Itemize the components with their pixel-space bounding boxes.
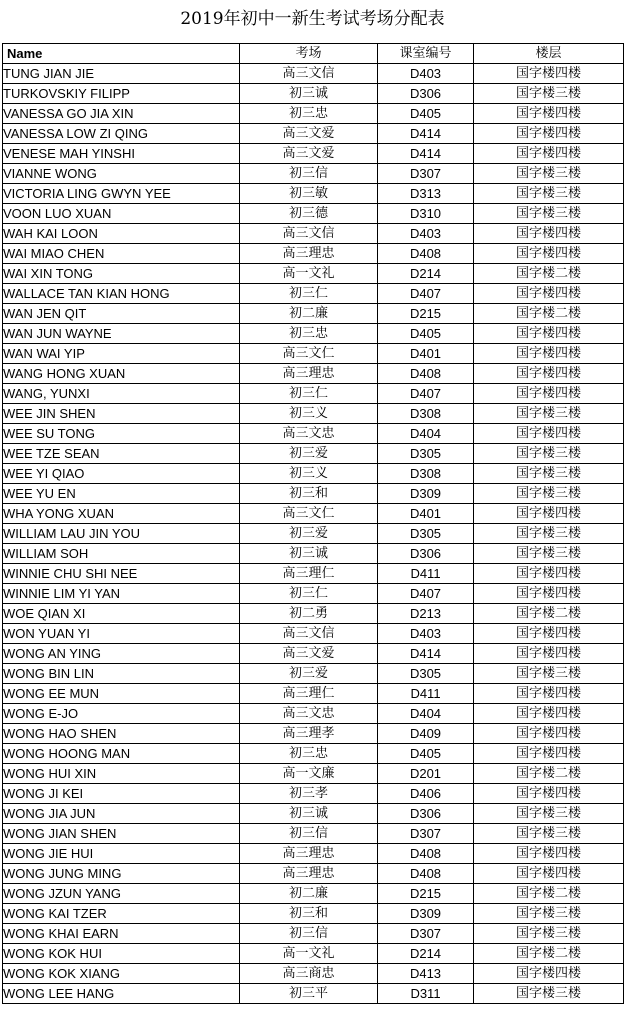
table-row xyxy=(3,504,624,524)
cell-room: D404 xyxy=(378,424,474,444)
table-row xyxy=(3,524,624,544)
cell-venue: 初三忠 xyxy=(240,744,378,764)
cell-name: VOON LUO XUAN xyxy=(3,204,240,224)
cell-floor: 国字楼四楼 xyxy=(474,244,624,264)
table-row xyxy=(3,864,624,884)
column-header-name: Name xyxy=(3,44,240,64)
table-row xyxy=(3,944,624,964)
cell-name: WONG HAO SHEN xyxy=(3,724,240,744)
table-row xyxy=(3,924,624,944)
cell-floor: 国字楼二楼 xyxy=(474,884,624,904)
table-row xyxy=(3,784,624,804)
cell-floor: 国字楼四楼 xyxy=(474,584,624,604)
cell-room: D408 xyxy=(378,844,474,864)
cell-room: D405 xyxy=(378,744,474,764)
cell-name: VENESE MAH YINSHI xyxy=(3,144,240,164)
cell-name: WONG JIAN SHEN xyxy=(3,824,240,844)
table-row xyxy=(3,884,624,904)
cell-name: WON YUAN YI xyxy=(3,624,240,644)
cell-name: WHA YONG XUAN xyxy=(3,504,240,524)
table-row xyxy=(3,264,624,284)
cell-room: D306 xyxy=(378,804,474,824)
cell-name: WEE TZE SEAN xyxy=(3,444,240,464)
cell-venue: 高一文礼 xyxy=(240,944,378,964)
cell-floor: 国字楼四楼 xyxy=(474,424,624,444)
cell-name: VIANNE WONG xyxy=(3,164,240,184)
table-body xyxy=(3,64,624,1004)
cell-floor: 国字楼四楼 xyxy=(474,704,624,724)
table-row xyxy=(3,204,624,224)
table-row xyxy=(3,184,624,204)
cell-floor: 国字楼四楼 xyxy=(474,744,624,764)
cell-room: D411 xyxy=(378,564,474,584)
cell-venue: 初三和 xyxy=(240,484,378,504)
cell-venue: 高三理忠 xyxy=(240,844,378,864)
cell-name: WONG KOK HUI xyxy=(3,944,240,964)
cell-floor: 国字楼三楼 xyxy=(474,544,624,564)
cell-floor: 国字楼三楼 xyxy=(474,404,624,424)
cell-name: WAN WAI YIP xyxy=(3,344,240,364)
cell-name: VANESSA LOW ZI QING xyxy=(3,124,240,144)
cell-floor: 国字楼四楼 xyxy=(474,324,624,344)
table-row xyxy=(3,604,624,624)
cell-name: WINNIE LIM YI YAN xyxy=(3,584,240,604)
cell-room: D413 xyxy=(378,964,474,984)
table-row xyxy=(3,804,624,824)
table-row xyxy=(3,644,624,664)
column-header-floor: 楼层 xyxy=(474,44,624,64)
cell-venue: 初三仁 xyxy=(240,584,378,604)
cell-venue: 高三文信 xyxy=(240,624,378,644)
cell-name: WILLIAM SOH xyxy=(3,544,240,564)
table-row xyxy=(3,484,624,504)
cell-venue: 初三孝 xyxy=(240,784,378,804)
cell-venue: 初三义 xyxy=(240,464,378,484)
cell-name: WONG JUNG MING xyxy=(3,864,240,884)
cell-venue: 高三理忠 xyxy=(240,244,378,264)
cell-room: D215 xyxy=(378,304,474,324)
cell-floor: 国字楼二楼 xyxy=(474,264,624,284)
cell-name: WAN JEN QIT xyxy=(3,304,240,324)
column-header-room: 课室编号 xyxy=(378,44,474,64)
cell-floor: 国字楼三楼 xyxy=(474,984,624,1004)
table-row xyxy=(3,704,624,724)
cell-venue: 高一文礼 xyxy=(240,264,378,284)
cell-venue: 初三仁 xyxy=(240,384,378,404)
cell-venue: 高三文爱 xyxy=(240,144,378,164)
cell-floor: 国字楼二楼 xyxy=(474,604,624,624)
cell-room: D401 xyxy=(378,344,474,364)
cell-floor: 国字楼四楼 xyxy=(474,864,624,884)
table-row xyxy=(3,124,624,144)
header-row xyxy=(3,44,624,64)
cell-venue: 初三信 xyxy=(240,164,378,184)
table-row xyxy=(3,624,624,644)
cell-venue: 高三文忠 xyxy=(240,704,378,724)
cell-room: D401 xyxy=(378,504,474,524)
cell-room: D214 xyxy=(378,264,474,284)
cell-floor: 国字楼三楼 xyxy=(474,664,624,684)
cell-floor: 国字楼四楼 xyxy=(474,284,624,304)
cell-venue: 高三理孝 xyxy=(240,724,378,744)
table-row xyxy=(3,964,624,984)
cell-venue: 初二勇 xyxy=(240,604,378,624)
cell-name: WINNIE CHU SHI NEE xyxy=(3,564,240,584)
table-row xyxy=(3,984,624,1004)
cell-floor: 国字楼四楼 xyxy=(474,384,624,404)
cell-name: WAN JUN WAYNE xyxy=(3,324,240,344)
table-row xyxy=(3,684,624,704)
cell-floor: 国字楼四楼 xyxy=(474,344,624,364)
table-row xyxy=(3,764,624,784)
cell-room: D305 xyxy=(378,664,474,684)
table-row xyxy=(3,724,624,744)
table-row xyxy=(3,64,624,84)
table-row xyxy=(3,324,624,344)
cell-name: WONG LEE HANG xyxy=(3,984,240,1004)
cell-room: D307 xyxy=(378,824,474,844)
cell-name: WONG HOONG MAN xyxy=(3,744,240,764)
cell-room: D310 xyxy=(378,204,474,224)
cell-room: D407 xyxy=(378,384,474,404)
table-row xyxy=(3,664,624,684)
cell-venue: 初三平 xyxy=(240,984,378,1004)
cell-name: WALLACE TAN KIAN HONG xyxy=(3,284,240,304)
cell-floor: 国字楼三楼 xyxy=(474,924,624,944)
cell-floor: 国字楼三楼 xyxy=(474,904,624,924)
cell-name: WONG JI KEI xyxy=(3,784,240,804)
cell-floor: 国字楼三楼 xyxy=(474,204,624,224)
cell-floor: 国字楼二楼 xyxy=(474,944,624,964)
cell-room: D414 xyxy=(378,124,474,144)
cell-floor: 国字楼四楼 xyxy=(474,564,624,584)
cell-floor: 国字楼四楼 xyxy=(474,64,624,84)
cell-floor: 国字楼三楼 xyxy=(474,184,624,204)
cell-room: D305 xyxy=(378,524,474,544)
table-row xyxy=(3,444,624,464)
cell-name: WAI MIAO CHEN xyxy=(3,244,240,264)
column-header-venue: 考场 xyxy=(240,44,378,64)
cell-name: WONG KAI TZER xyxy=(3,904,240,924)
cell-name: WONG AN YING xyxy=(3,644,240,664)
cell-venue: 高三理忠 xyxy=(240,364,378,384)
cell-venue: 高三文仁 xyxy=(240,504,378,524)
cell-room: D414 xyxy=(378,644,474,664)
cell-room: D409 xyxy=(378,724,474,744)
cell-venue: 初三仁 xyxy=(240,284,378,304)
cell-venue: 初三敏 xyxy=(240,184,378,204)
cell-name: WONG EE MUN xyxy=(3,684,240,704)
cell-floor: 国字楼四楼 xyxy=(474,104,624,124)
cell-name: TURKOVSKIY FILIPP xyxy=(3,84,240,104)
cell-floor: 国字楼四楼 xyxy=(474,144,624,164)
cell-floor: 国字楼四楼 xyxy=(474,504,624,524)
table-row xyxy=(3,104,624,124)
cell-room: D307 xyxy=(378,164,474,184)
table-row xyxy=(3,844,624,864)
table-row xyxy=(3,224,624,244)
page-title: 2019年初中一新生考试考场分配表 xyxy=(180,9,445,29)
cell-venue: 初三爱 xyxy=(240,444,378,464)
table-row xyxy=(3,424,624,444)
cell-name: WILLIAM LAU JIN YOU xyxy=(3,524,240,544)
cell-venue: 初二廉 xyxy=(240,884,378,904)
cell-room: D405 xyxy=(378,104,474,124)
cell-venue: 高三商忠 xyxy=(240,964,378,984)
cell-venue: 初二廉 xyxy=(240,304,378,324)
cell-venue: 初三诚 xyxy=(240,804,378,824)
table-row xyxy=(3,344,624,364)
cell-venue: 高三理仁 xyxy=(240,684,378,704)
cell-room: D403 xyxy=(378,64,474,84)
cell-room: D408 xyxy=(378,864,474,884)
cell-name: WONG KOK XIANG xyxy=(3,964,240,984)
cell-floor: 国字楼四楼 xyxy=(474,684,624,704)
cell-room: D309 xyxy=(378,484,474,504)
cell-floor: 国字楼二楼 xyxy=(474,304,624,324)
cell-name: WONG KHAI EARN xyxy=(3,924,240,944)
table-row xyxy=(3,464,624,484)
cell-room: D214 xyxy=(378,944,474,964)
cell-venue: 高三文信 xyxy=(240,224,378,244)
cell-floor: 国字楼四楼 xyxy=(474,644,624,664)
table-row xyxy=(3,824,624,844)
table-row xyxy=(3,404,624,424)
cell-venue: 初三德 xyxy=(240,204,378,224)
cell-name: WONG BIN LIN xyxy=(3,664,240,684)
cell-room: D213 xyxy=(378,604,474,624)
cell-name: WANG HONG XUAN xyxy=(3,364,240,384)
cell-floor: 国字楼三楼 xyxy=(474,824,624,844)
cell-venue: 初三和 xyxy=(240,904,378,924)
cell-room: D201 xyxy=(378,764,474,784)
table-row xyxy=(3,364,624,384)
table-row xyxy=(3,144,624,164)
cell-venue: 高三文仁 xyxy=(240,344,378,364)
cell-room: D215 xyxy=(378,884,474,904)
table-row xyxy=(3,84,624,104)
cell-name: WONG E-JO xyxy=(3,704,240,724)
table-row xyxy=(3,164,624,184)
table-row xyxy=(3,544,624,564)
cell-room: D307 xyxy=(378,924,474,944)
cell-room: D309 xyxy=(378,904,474,924)
table-row xyxy=(3,284,624,304)
cell-floor: 国字楼三楼 xyxy=(474,804,624,824)
cell-room: D306 xyxy=(378,84,474,104)
cell-venue: 高三文信 xyxy=(240,64,378,84)
cell-room: D411 xyxy=(378,684,474,704)
cell-name: TUNG JIAN JIE xyxy=(3,64,240,84)
allocation-table xyxy=(2,43,624,1004)
cell-venue: 高三文忠 xyxy=(240,424,378,444)
cell-floor: 国字楼三楼 xyxy=(474,484,624,504)
cell-venue: 高三理仁 xyxy=(240,564,378,584)
cell-venue: 初三诚 xyxy=(240,84,378,104)
table-row xyxy=(3,304,624,324)
cell-room: D403 xyxy=(378,624,474,644)
cell-name: WAH KAI LOON xyxy=(3,224,240,244)
cell-venue: 初三信 xyxy=(240,824,378,844)
cell-venue: 高一文廉 xyxy=(240,764,378,784)
cell-venue: 高三文爱 xyxy=(240,644,378,664)
cell-room: D405 xyxy=(378,324,474,344)
cell-name: WOE QIAN XI xyxy=(3,604,240,624)
cell-room: D414 xyxy=(378,144,474,164)
cell-name: WANG, YUNXI xyxy=(3,384,240,404)
cell-venue: 初三忠 xyxy=(240,324,378,344)
cell-name: WONG JZUN YANG xyxy=(3,884,240,904)
cell-room: D403 xyxy=(378,224,474,244)
cell-floor: 国字楼四楼 xyxy=(474,624,624,644)
cell-room: D407 xyxy=(378,284,474,304)
table-row xyxy=(3,744,624,764)
cell-room: D308 xyxy=(378,404,474,424)
cell-name: WONG JIE HUI xyxy=(3,844,240,864)
table-row xyxy=(3,584,624,604)
table-row xyxy=(3,904,624,924)
table-row xyxy=(3,564,624,584)
cell-floor: 国字楼三楼 xyxy=(474,464,624,484)
cell-floor: 国字楼四楼 xyxy=(474,224,624,244)
cell-floor: 国字楼三楼 xyxy=(474,444,624,464)
cell-room: D306 xyxy=(378,544,474,564)
cell-name: WEE JIN SHEN xyxy=(3,404,240,424)
cell-floor: 国字楼二楼 xyxy=(474,764,624,784)
cell-room: D404 xyxy=(378,704,474,724)
cell-room: D311 xyxy=(378,984,474,1004)
cell-room: D407 xyxy=(378,584,474,604)
cell-room: D406 xyxy=(378,784,474,804)
cell-name: WAI XIN TONG xyxy=(3,264,240,284)
cell-venue: 初三诚 xyxy=(240,544,378,564)
cell-floor: 国字楼四楼 xyxy=(474,964,624,984)
cell-name: WEE YU EN xyxy=(3,484,240,504)
cell-venue: 初三忠 xyxy=(240,104,378,124)
cell-floor: 国字楼四楼 xyxy=(474,724,624,744)
table-row xyxy=(3,384,624,404)
cell-venue: 高三文爱 xyxy=(240,124,378,144)
cell-venue: 初三义 xyxy=(240,404,378,424)
cell-room: D308 xyxy=(378,464,474,484)
cell-floor: 国字楼四楼 xyxy=(474,364,624,384)
cell-room: D305 xyxy=(378,444,474,464)
cell-floor: 国字楼三楼 xyxy=(474,164,624,184)
cell-venue: 初三信 xyxy=(240,924,378,944)
cell-name: VICTORIA LING GWYN YEE xyxy=(3,184,240,204)
cell-venue: 高三理忠 xyxy=(240,864,378,884)
cell-floor: 国字楼四楼 xyxy=(474,124,624,144)
table-row xyxy=(3,244,624,264)
cell-name: VANESSA GO JIA XIN xyxy=(3,104,240,124)
cell-name: WEE YI QIAO xyxy=(3,464,240,484)
cell-floor: 国字楼四楼 xyxy=(474,844,624,864)
cell-floor: 国字楼四楼 xyxy=(474,784,624,804)
cell-venue: 初三爱 xyxy=(240,524,378,544)
cell-room: D408 xyxy=(378,364,474,384)
cell-name: WONG HUI XIN xyxy=(3,764,240,784)
cell-room: D408 xyxy=(378,244,474,264)
cell-venue: 初三爱 xyxy=(240,664,378,684)
cell-floor: 国字楼三楼 xyxy=(474,84,624,104)
cell-floor: 国字楼三楼 xyxy=(474,524,624,544)
cell-room: D313 xyxy=(378,184,474,204)
cell-name: WONG JIA JUN xyxy=(3,804,240,824)
cell-name: WEE SU TONG xyxy=(3,424,240,444)
